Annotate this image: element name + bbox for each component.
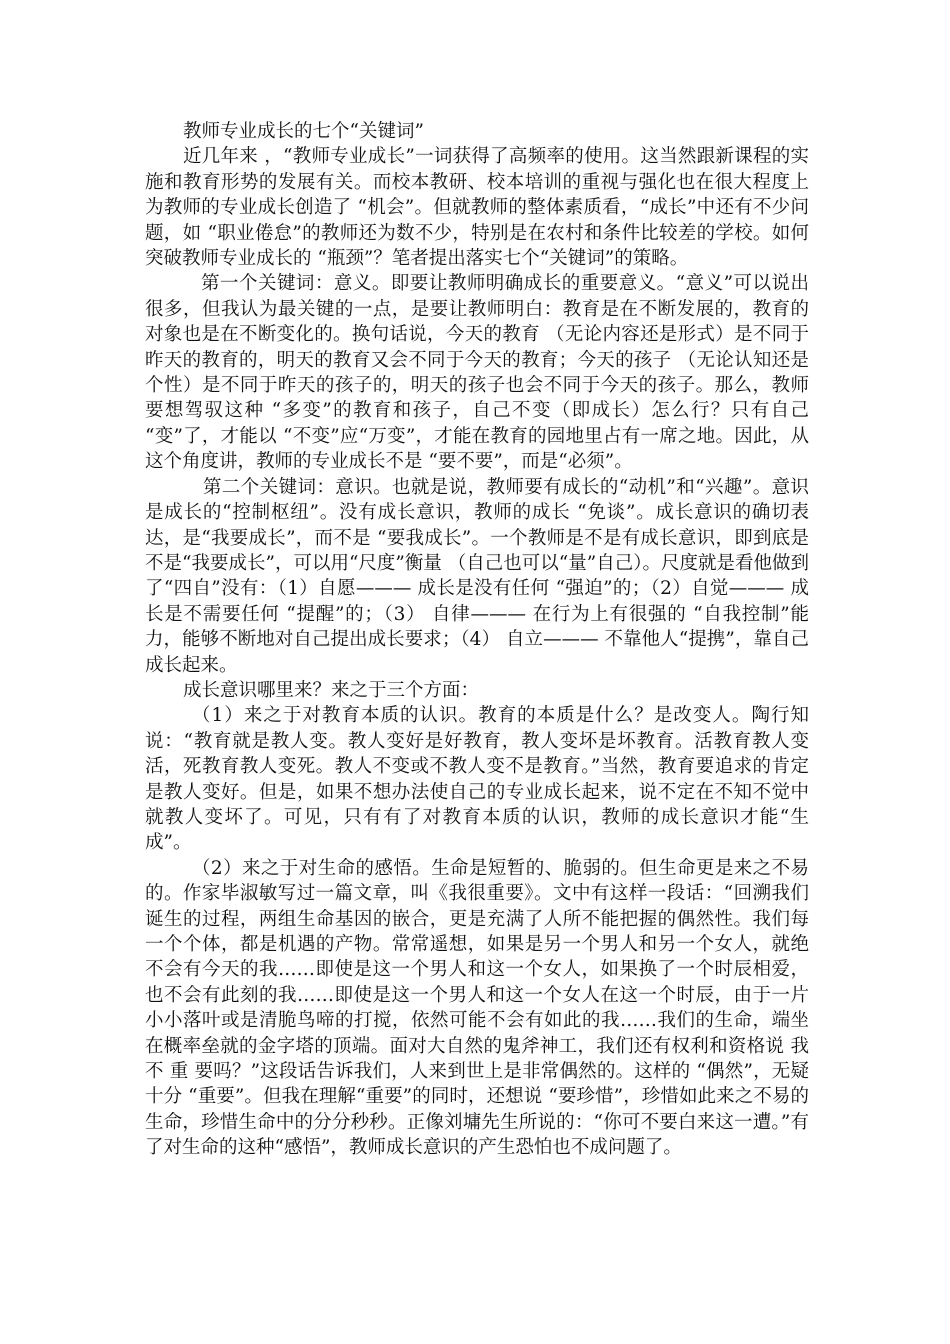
paragraph-intro: 近几年来 ，“教师专业成长”一词获得了高频率的使用。这当然跟新课程的实施和教育形势的发展有关。而校本教研、校本培训的重视与强化也在很大程度上为教师的专业成长创造了 “机会”。但就教师的整体素质看，“成长”中还有不少问题，如 “职业倦怠”的教师还为数不少，特别是在农村和条件比较差的学校。如何突破教师专业成长的 “瓶颈”？笔者提出落实七个“关键词”的策略。	[145, 146, 809, 270]
paragraph-keyword-1: 第一个关键词：意义。即要让教师明确成长的重要意义。“意义”可以说出很多，但我认为最关键的一点，是要让教师明白：教育是在不断发展的，教育的对象也是在不断变化的。换句话说，今天的教育 （无论内容还是形式）是不同于昨天的教育的，明天的教育又会不同于今天的教育；今天的孩子 （无论认知还是个性）是不同于昨天的孩子的，明天的孩子也会不同于今天的孩子。那么，教师要想驾驭这种 “多变”的教育和孩子，自己不变（即成长）怎么行？只有自己 “变”了，才能以 “不变”应“万变”，才能在教育的园地里占有一席之地。因此，从这个角度讲，教师的专业成长不是 “要不要”，而是“必须”。	[145, 273, 809, 473]
paragraph-awareness-question: 成长意识哪里来？来之于三个方面：	[183, 679, 480, 701]
document-page	[145, 119, 809, 1161]
paragraph-awareness-source-1: （1）来之于对教育本质的认识。教育的本质是什么？是改变人。陶行知说：“教育就是教人变。教人变好是好教育，教人变坏是坏教育。活教育教人变活，死教育教人变死。教人不变或不教人变不是教育。”当然，教育要追求的肯定是教人变好。但是，如果不想办法使自己的专业成长起来，说不定在不知不觉中就教人变坏了。可见，只有有了对教育本质的认识，教师的成长意识才能“生成”。	[145, 705, 809, 854]
paragraph-keyword-2: 第二个关键词：意识。也就是说，教师要有成长的“动机”和“兴趣”。意识是成长的“控制枢纽”。没有成长意识，教师的成长 “免谈”。成长意识的确切表达，是“我要成长”，而不是 “要我成长”。一个教师是不是有成长意识，即到底是不是“我要成长”，可以用“尺度”衡量 （自己也可以“量”自己）。尺度就是看他做到了“四自”没有：（1）自愿——— 成长是没有任何 “强迫”的；（2）自觉——— 成长是不需要任何 “提醒”的；（3） 自律——— 在行为上有很强的 “自我控制”能力，能够不断地对自己提出成长要求；（4） 自立——— 不靠他人“提携”，靠自己成长起来。	[145, 476, 809, 676]
document-title: 教师专业成长的七个“关键词”	[183, 121, 424, 142]
paragraph-awareness-source-2: （2）来之于对生命的感悟。生命是短暂的、脆弱的。但生命更是来之不易的。作家毕淑敏写过一篇文章，叫《我很重要》。文中有这样一段话：“回溯我们诞生的过程，两组生命基因的嵌合，更是充满了人所不能把握的偶然性。我们每一个个体，都是机遇的产物。常常遥想，如果是另一个男人和另一个女人，就绝不会有今天的我……即使是这一个男人和这一个女人，如果换了一个时辰相爱，也不会有此刻的我……即使是这一个男人和这一个女人在这一个时辰，由于一片小小落叶或是清脆鸟啼的打搅，依然可能不会有如此的我……我们的生命，端坐在概率垒就的金字塔的顶端。面对大自然的鬼斧神工，我们还有权利和资格说 我 不 重 要吗？”这段话告诉我们，人来到世上是非常偶然的。这样的 “偶然”，无疑十分 “重要”。但我在理解“重要”的同时，还想说 “要珍惜”，珍惜如此来之不易的生命，珍惜生命中的分分秒秒。正像刘墉先生所说的：“你可不要白来这一遭。”有了对生命的这种“感悟”，教师成长意识的产生恐怕也不成问题了。	[145, 857, 809, 1159]
